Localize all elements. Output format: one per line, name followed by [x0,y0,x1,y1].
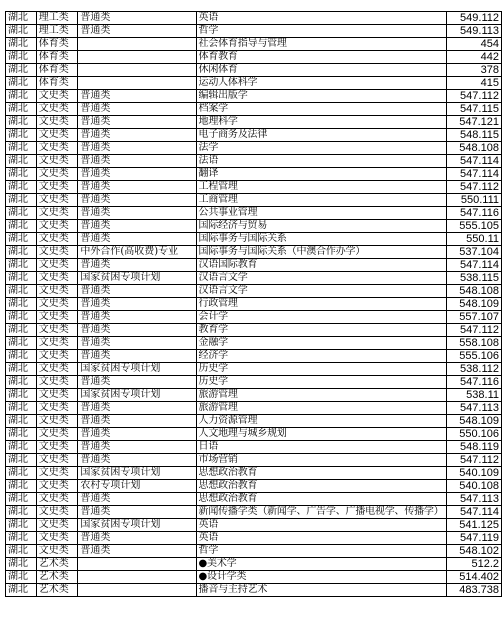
major-cell: 英语 [196,12,446,25]
major-cell: 会计学 [196,311,446,324]
major-cell: 金融学 [196,337,446,350]
table-row [6,220,502,233]
category-cell: 文史类 [36,506,78,519]
major-cell: 新闻传播学类（新闻学、广告学、广播电视学、传播学） [196,506,446,519]
score-cell: 550.11 [446,233,501,246]
province-cell: 湖北 [6,363,37,376]
table-row [6,233,502,246]
plan-type-cell: 普通类 [78,415,196,428]
category-cell: 文史类 [36,415,78,428]
province-cell: 湖北 [6,298,37,311]
score-cell: 547.112 [446,181,501,194]
plan-type-cell: 国家贫困专项计划 [78,467,196,480]
major-cell: 历史学 [196,363,446,376]
category-cell: 文史类 [36,363,78,376]
table-row [6,558,502,571]
table-row [6,103,502,116]
table-row [6,38,502,51]
table-row [6,584,502,597]
score-cell: 547.119 [446,532,501,545]
score-cell: 548.108 [446,285,501,298]
major-cell: 档案学 [196,103,446,116]
category-cell: 体育类 [36,64,78,77]
score-cell: 557.107 [446,311,501,324]
category-cell: 文史类 [36,272,78,285]
province-cell: 湖北 [6,376,37,389]
plan-type-cell: 普通类 [78,441,196,454]
category-cell: 艺术类 [36,571,78,584]
category-cell: 文史类 [36,545,78,558]
province-cell: 湖北 [6,90,37,103]
score-cell: 538.112 [446,363,501,376]
province-cell: 湖北 [6,545,37,558]
category-cell: 体育类 [36,77,78,90]
table-row [6,168,502,181]
major-cell: 法语 [196,155,446,168]
province-cell: 湖北 [6,233,37,246]
score-cell: 547.113 [446,402,501,415]
score-cell: 550.106 [446,428,501,441]
major-cell: 法学 [196,142,446,155]
major-cell: 行政管理 [196,298,446,311]
category-cell: 文史类 [36,454,78,467]
major-cell: 经济学 [196,350,446,363]
category-cell: 艺术类 [36,584,78,597]
category-cell: 文史类 [36,233,78,246]
table-row [6,181,502,194]
score-cell: 547.114 [446,506,501,519]
province-cell: 湖北 [6,571,37,584]
category-cell: 文史类 [36,337,78,350]
score-cell: 547.121 [446,116,501,129]
table-row [6,246,502,259]
table-row [6,129,502,142]
category-cell: 艺术类 [36,558,78,571]
table-row [6,116,502,129]
major-cell: 汉语国际教育 [196,259,446,272]
major-cell: 人文地理与城乡规划 [196,428,446,441]
score-cell: 547.116 [446,207,501,220]
table-row [6,90,502,103]
plan-type-cell: 普通类 [78,194,196,207]
major-cell: 工程管理 [196,181,446,194]
table-row [6,415,502,428]
province-cell: 湖北 [6,77,37,90]
plan-type-cell: 普通类 [78,506,196,519]
table-row [6,285,502,298]
score-cell: 558.108 [446,337,501,350]
category-cell: 文史类 [36,324,78,337]
plan-type-cell: 普通类 [78,324,196,337]
score-cell: 514.402 [446,571,501,584]
province-cell: 湖北 [6,220,37,233]
category-cell: 文史类 [36,142,78,155]
category-cell: 文史类 [36,376,78,389]
category-cell: 文史类 [36,285,78,298]
table-row [6,545,502,558]
plan-type-cell: 普通类 [78,493,196,506]
score-cell: 548.109 [446,415,501,428]
plan-type-cell: 国家贫困专项计划 [78,363,196,376]
plan-type-cell: 普通类 [78,454,196,467]
category-cell: 文史类 [36,311,78,324]
province-cell: 湖北 [6,155,37,168]
province-cell: 湖北 [6,103,37,116]
province-cell: 湖北 [6,415,37,428]
major-cell: 教育学 [196,324,446,337]
plan-type-cell: 普通类 [78,532,196,545]
table-row [6,324,502,337]
category-cell: 文史类 [36,428,78,441]
plan-type-cell: 普通类 [78,129,196,142]
plan-type-cell: 普通类 [78,545,196,558]
plan-type-cell: 普通类 [78,142,196,155]
category-cell: 文史类 [36,298,78,311]
score-cell: 548.102 [446,545,501,558]
score-cell: 547.113 [446,493,501,506]
plan-type-cell: 中外合作(高收费)专业 [78,246,196,259]
score-cell: 547.114 [446,259,501,272]
category-cell: 文史类 [36,493,78,506]
major-cell: 市场营销 [196,454,446,467]
category-cell: 文史类 [36,259,78,272]
province-cell: 湖北 [6,558,37,571]
category-cell: 文史类 [36,207,78,220]
province-cell: 湖北 [6,337,37,350]
major-cell: 哲学 [196,545,446,558]
score-cell: 555.105 [446,220,501,233]
category-cell: 文史类 [36,480,78,493]
category-cell: 文史类 [36,168,78,181]
province-cell: 湖北 [6,584,37,597]
category-cell: 文史类 [36,532,78,545]
category-cell: 理工类 [36,12,78,25]
plan-type-cell [78,558,196,571]
plan-type-cell: 普通类 [78,233,196,246]
score-cell: 548.109 [446,298,501,311]
province-cell: 湖北 [6,532,37,545]
major-cell: 汉语言文学 [196,285,446,298]
table-row [6,532,502,545]
score-cell: 547.112 [446,454,501,467]
score-cell: 547.114 [446,168,501,181]
category-cell: 文史类 [36,116,78,129]
plan-type-cell [78,77,196,90]
province-cell: 湖北 [6,129,37,142]
category-cell: 文史类 [36,155,78,168]
table-row [6,480,502,493]
province-cell: 湖北 [6,194,37,207]
plan-type-cell: 普通类 [78,25,196,38]
table-row [6,441,502,454]
table-row [6,376,502,389]
major-cell: 哲学 [196,25,446,38]
major-cell: 公共事业管理 [196,207,446,220]
plan-type-cell: 普通类 [78,337,196,350]
table-row [6,51,502,64]
province-cell: 湖北 [6,467,37,480]
table-row [6,467,502,480]
major-cell: 电子商务及法律 [196,129,446,142]
plan-type-cell: 普通类 [78,103,196,116]
score-cell: 540.108 [446,480,501,493]
category-cell: 体育类 [36,38,78,51]
category-cell: 文史类 [36,467,78,480]
plan-type-cell: 普通类 [78,181,196,194]
plan-type-cell: 普通类 [78,376,196,389]
province-cell: 湖北 [6,311,37,324]
score-cell: 547.114 [446,155,501,168]
plan-type-cell: 普通类 [78,90,196,103]
province-cell: 湖北 [6,12,37,25]
major-cell: 旅游管理 [196,389,446,402]
province-cell: 湖北 [6,246,37,259]
category-cell: 文史类 [36,181,78,194]
category-cell: 文史类 [36,519,78,532]
category-cell: 理工类 [36,25,78,38]
score-cell: 538.11 [446,389,501,402]
major-cell: 社会体育指导与管理 [196,38,446,51]
plan-type-cell: 普通类 [78,311,196,324]
table-row [6,25,502,38]
plan-type-cell [78,51,196,64]
plan-type-cell: 国家贫困专项计划 [78,389,196,402]
table-row [6,363,502,376]
province-cell: 湖北 [6,25,37,38]
table-row [6,571,502,584]
table-row [6,259,502,272]
major-cell: 翻译 [196,168,446,181]
major-cell: 国际事务与国际关系（中澳合作办学） [196,246,446,259]
table-row [6,77,502,90]
province-cell: 湖北 [6,428,37,441]
province-cell: 湖北 [6,441,37,454]
plan-type-cell: 普通类 [78,285,196,298]
score-cell: 454 [446,38,501,51]
province-cell: 湖北 [6,454,37,467]
category-cell: 文史类 [36,194,78,207]
major-cell: ●设计学类 [196,571,446,584]
major-cell: ●美术学 [196,558,446,571]
major-cell: 国际事务与国际关系 [196,233,446,246]
score-cell: 538.115 [446,272,501,285]
province-cell: 湖北 [6,285,37,298]
score-cell: 547.112 [446,324,501,337]
table-row [6,337,502,350]
major-cell: 日语 [196,441,446,454]
province-cell: 湖北 [6,168,37,181]
major-cell: 体育教育 [196,51,446,64]
category-cell: 文史类 [36,90,78,103]
major-cell: 国际经济与贸易 [196,220,446,233]
major-cell: 人力资源管理 [196,415,446,428]
table-row [6,519,502,532]
province-cell: 湖北 [6,142,37,155]
category-cell: 文史类 [36,350,78,363]
major-cell: 休闲体育 [196,64,446,77]
score-cell: 550.111 [446,194,501,207]
province-cell: 湖北 [6,402,37,415]
province-cell: 湖北 [6,350,37,363]
table-row [6,64,502,77]
major-cell: 思想政治教育 [196,480,446,493]
score-cell: 549.113 [446,25,501,38]
score-cell: 547.112 [446,90,501,103]
province-cell: 湖北 [6,324,37,337]
table-row [6,389,502,402]
table-row [6,298,502,311]
table-row [6,311,502,324]
category-cell: 文史类 [36,129,78,142]
table-row [6,155,502,168]
table-row [6,12,502,25]
plan-type-cell [78,571,196,584]
major-cell: 思想政治教育 [196,467,446,480]
plan-type-cell: 普通类 [78,428,196,441]
plan-type-cell: 普通类 [78,402,196,415]
category-cell: 文史类 [36,220,78,233]
major-cell: 英语 [196,532,446,545]
major-cell: 历史学 [196,376,446,389]
province-cell: 湖北 [6,207,37,220]
score-cell: 541.125 [446,519,501,532]
province-cell: 湖北 [6,506,37,519]
plan-type-cell: 普通类 [78,12,196,25]
province-cell: 湖北 [6,519,37,532]
category-cell: 文史类 [36,246,78,259]
plan-type-cell: 农村专项计划 [78,480,196,493]
category-cell: 文史类 [36,389,78,402]
major-cell: 英语 [196,519,446,532]
table-row [6,402,502,415]
plan-type-cell: 普通类 [78,116,196,129]
table-row [6,142,502,155]
major-cell: 旅游管理 [196,402,446,415]
table-row [6,506,502,519]
score-cell: 537.104 [446,246,501,259]
province-cell: 湖北 [6,181,37,194]
category-cell: 文史类 [36,103,78,116]
category-cell: 文史类 [36,402,78,415]
major-cell: 汉语言文学 [196,272,446,285]
plan-type-cell: 国家贫困专项计划 [78,272,196,285]
score-cell: 548.119 [446,441,501,454]
province-cell: 湖北 [6,389,37,402]
score-cell: 483.738 [446,584,501,597]
category-cell: 文史类 [36,441,78,454]
table-row [6,207,502,220]
table-row [6,272,502,285]
score-cell: 555.106 [446,350,501,363]
plan-type-cell [78,584,196,597]
plan-type-cell: 普通类 [78,220,196,233]
province-cell: 湖北 [6,51,37,64]
province-cell: 湖北 [6,480,37,493]
table-body [6,12,502,597]
table-row [6,428,502,441]
major-cell: 地理科学 [196,116,446,129]
plan-type-cell: 普通类 [78,259,196,272]
plan-type-cell: 普通类 [78,298,196,311]
score-cell: 547.116 [446,376,501,389]
province-cell: 湖北 [6,493,37,506]
score-cell: 548.115 [446,129,501,142]
score-cell: 549.112 [446,12,501,25]
province-cell: 湖北 [6,259,37,272]
table-row [6,194,502,207]
plan-type-cell [78,38,196,51]
plan-type-cell: 普通类 [78,168,196,181]
score-cell: 442 [446,51,501,64]
plan-type-cell [78,64,196,77]
major-cell: 思想政治教育 [196,493,446,506]
plan-type-cell: 普通类 [78,155,196,168]
major-cell: 运动人体科学 [196,77,446,90]
plan-type-cell: 国家贫困专项计划 [78,519,196,532]
score-cell: 512.2 [446,558,501,571]
category-cell: 体育类 [36,51,78,64]
major-cell: 播音与主持艺术 [196,584,446,597]
score-cell: 540.109 [446,467,501,480]
plan-type-cell: 普通类 [78,350,196,363]
table-row [6,493,502,506]
major-cell: 编辑出版学 [196,90,446,103]
plan-type-cell: 普通类 [78,207,196,220]
admission-score-table [5,11,502,597]
table-row [6,350,502,363]
score-cell: 547.115 [446,103,501,116]
province-cell: 湖北 [6,64,37,77]
major-cell: 工商管理 [196,194,446,207]
score-cell: 378 [446,64,501,77]
score-cell: 415 [446,77,501,90]
province-cell: 湖北 [6,116,37,129]
province-cell: 湖北 [6,272,37,285]
score-cell: 548.108 [446,142,501,155]
province-cell: 湖北 [6,38,37,51]
table-row [6,454,502,467]
